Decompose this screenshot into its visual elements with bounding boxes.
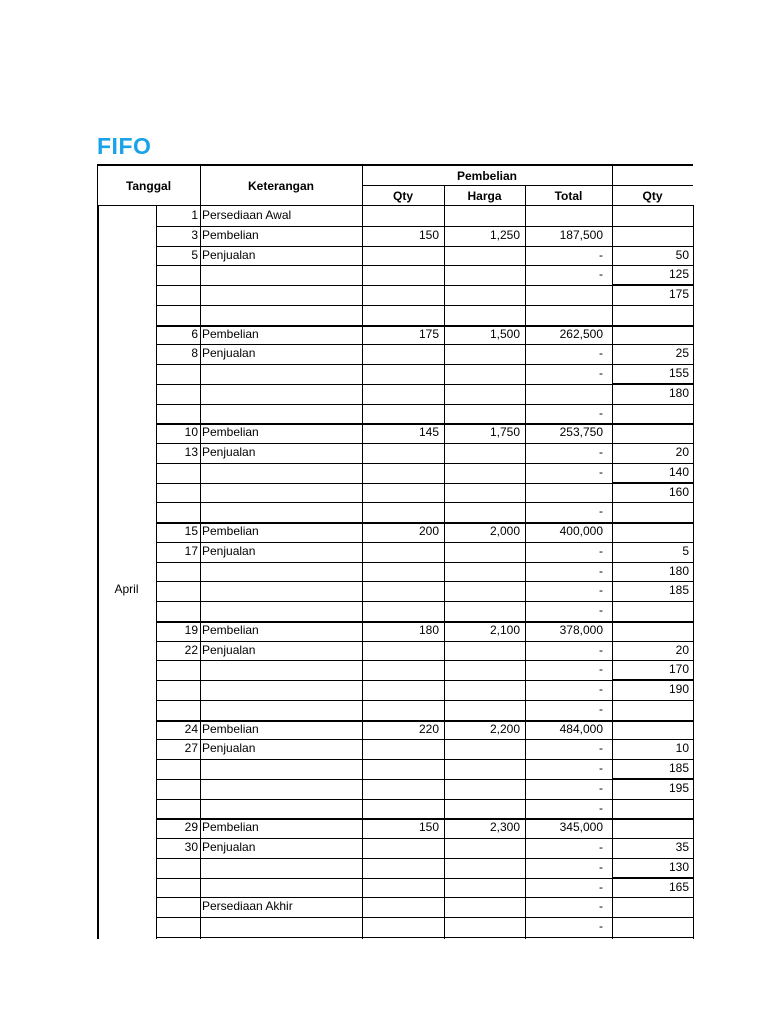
qty-2-cell — [612, 404, 689, 423]
header-qty: Qty — [392, 188, 413, 203]
day-cell: 5 — [191, 248, 198, 262]
qty-2-cell: 155 — [668, 366, 689, 380]
qty-2-cell — [612, 325, 689, 344]
qty-cell — [362, 404, 439, 423]
qty-2-cell — [612, 917, 689, 936]
harga-cell — [444, 562, 520, 581]
keterangan-cell: Pembelian — [202, 820, 259, 834]
total-cell: - — [599, 919, 603, 933]
harga-cell — [444, 483, 520, 502]
qty-cell — [362, 897, 439, 916]
day-cell — [156, 265, 198, 284]
day-cell — [156, 502, 198, 521]
qty-2-cell: 180 — [668, 386, 689, 400]
keterangan-cell: Pembelian — [202, 623, 259, 637]
qty-cell — [362, 502, 439, 521]
qty-2-cell: 5 — [682, 544, 689, 558]
total-cell — [525, 305, 603, 324]
total-cell: - — [599, 860, 603, 874]
qty-cell — [362, 285, 439, 304]
harga-cell — [444, 878, 520, 897]
qty-2-cell — [612, 305, 689, 324]
keterangan-cell — [202, 759, 360, 778]
header-col-line — [444, 185, 445, 205]
qty-cell — [362, 878, 439, 897]
day-cell: 1 — [191, 208, 198, 222]
qty-cell — [362, 581, 439, 600]
qty-cell: 150 — [418, 820, 439, 834]
qty-cell: 175 — [418, 327, 439, 341]
keterangan-cell — [202, 562, 360, 581]
keterangan-cell: Penjualan — [202, 741, 256, 755]
header-total: Total — [554, 188, 583, 203]
qty-cell — [362, 562, 439, 581]
harga-cell: 1,500 — [489, 327, 520, 341]
qty-cell — [362, 463, 439, 482]
total-cell: - — [599, 603, 603, 617]
day-cell — [156, 601, 198, 620]
qty-2-cell — [612, 818, 689, 837]
qty-2-cell: 20 — [675, 445, 689, 459]
qty-cell — [362, 680, 439, 699]
total-cell: - — [599, 564, 603, 578]
day-cell — [156, 562, 198, 581]
harga-cell — [444, 917, 520, 936]
harga-cell — [444, 581, 520, 600]
day-cell — [156, 680, 198, 699]
harga-cell — [444, 700, 520, 719]
col-line-left — [97, 205, 99, 939]
day-cell: 24 — [184, 722, 198, 736]
qty-cell — [362, 917, 439, 936]
day-cell — [156, 463, 198, 482]
keterangan-cell — [202, 404, 360, 423]
keterangan-cell: Penjualan — [202, 346, 256, 360]
qty-cell — [362, 305, 439, 324]
total-cell: 484,000 — [559, 722, 603, 736]
day-cell — [156, 897, 198, 916]
total-cell — [525, 285, 603, 304]
keterangan-cell — [202, 265, 360, 284]
day-cell — [156, 858, 198, 877]
qty-2-cell — [612, 522, 689, 541]
total-cell: - — [599, 761, 603, 775]
harga-cell — [444, 660, 520, 679]
total-cell: - — [599, 504, 603, 518]
keterangan-cell — [202, 858, 360, 877]
day-cell: 13 — [184, 445, 198, 459]
keterangan-cell: Penjualan — [202, 445, 256, 459]
day-cell: 29 — [184, 820, 198, 834]
qty-cell — [362, 246, 439, 265]
total-cell: 262,500 — [559, 327, 603, 341]
day-cell: 17 — [184, 544, 198, 558]
qty-cell — [362, 779, 439, 798]
harga-cell — [444, 759, 520, 778]
total-cell: 378,000 — [559, 623, 603, 637]
total-cell: 345,000 — [559, 820, 603, 834]
harga-cell: 2,100 — [489, 623, 520, 637]
header-col-line — [97, 164, 98, 205]
day-cell: 27 — [184, 741, 198, 755]
total-cell: - — [599, 840, 603, 854]
qty-2-cell: 160 — [668, 485, 689, 499]
keterangan-cell: Pembelian — [202, 524, 259, 538]
qty-cell — [362, 265, 439, 284]
keterangan-cell — [202, 660, 360, 679]
qty-2-cell — [612, 206, 689, 225]
day-cell — [156, 483, 198, 502]
total-cell — [525, 384, 603, 403]
total-cell: - — [599, 801, 603, 815]
day-cell — [156, 404, 198, 423]
qty-2-cell: 130 — [668, 860, 689, 874]
keterangan-cell: Persediaan Awal — [202, 208, 292, 222]
total-cell: - — [599, 781, 603, 795]
total-cell — [525, 206, 603, 225]
qty-2-cell: 125 — [668, 267, 689, 281]
harga-cell — [444, 305, 520, 324]
total-cell: - — [599, 682, 603, 696]
header-top-border — [97, 164, 693, 166]
keterangan-cell: Penjualan — [202, 840, 256, 854]
qty-2-cell — [612, 799, 689, 818]
qty-2-cell: 50 — [675, 248, 689, 262]
qty-cell: 180 — [418, 623, 439, 637]
day-cell: 30 — [184, 840, 198, 854]
month-label: April — [114, 582, 139, 596]
total-cell: - — [599, 248, 603, 262]
harga-cell — [444, 443, 520, 462]
harga-cell — [444, 680, 520, 699]
qty-cell: 150 — [418, 228, 439, 242]
qty-2-cell — [612, 700, 689, 719]
day-cell: 10 — [184, 425, 198, 439]
day-cell — [156, 759, 198, 778]
qty-2-cell — [612, 720, 689, 739]
header-tanggal: Tanggal — [125, 178, 172, 193]
total-cell: - — [599, 366, 603, 380]
qty-cell — [362, 838, 439, 857]
header-qty-2: Qty — [642, 188, 663, 203]
qty-cell — [362, 601, 439, 620]
harga-cell — [444, 246, 520, 265]
harga-cell — [444, 799, 520, 818]
qty-cell — [362, 344, 439, 363]
page-title: FIFO — [97, 133, 152, 159]
harga-cell: 2,200 — [489, 722, 520, 736]
qty-cell — [362, 759, 439, 778]
qty-2-cell — [612, 601, 689, 620]
keterangan-cell — [202, 878, 360, 897]
total-cell: 253,750 — [559, 425, 603, 439]
keterangan-cell — [202, 364, 360, 383]
day-cell: 3 — [191, 228, 198, 242]
harga-cell — [444, 858, 520, 877]
total-cell: - — [599, 662, 603, 676]
qty-cell: 145 — [418, 425, 439, 439]
col-line — [693, 205, 694, 939]
qty-2-cell — [612, 897, 689, 916]
keterangan-cell — [202, 502, 360, 521]
qty-2-cell: 35 — [675, 840, 689, 854]
harga-cell — [444, 344, 520, 363]
qty-cell — [362, 364, 439, 383]
day-cell — [156, 917, 198, 936]
harga-cell — [444, 838, 520, 857]
day-cell: 22 — [184, 643, 198, 657]
qty-2-cell: 140 — [668, 465, 689, 479]
harga-cell — [444, 641, 520, 660]
harga-cell — [444, 601, 520, 620]
total-cell: - — [599, 445, 603, 459]
header-keterangan: Keterangan — [247, 178, 315, 193]
day-cell — [156, 581, 198, 600]
day-cell — [156, 779, 198, 798]
keterangan-cell — [202, 799, 360, 818]
qty-cell — [362, 206, 439, 225]
qty-cell: 220 — [418, 722, 439, 736]
qty-2-cell: 25 — [675, 346, 689, 360]
total-cell: - — [599, 583, 603, 597]
qty-cell — [362, 739, 439, 758]
harga-cell: 2,300 — [489, 820, 520, 834]
day-cell — [156, 799, 198, 818]
total-cell: - — [599, 643, 603, 657]
header-pembelian: Pembelian — [456, 169, 518, 183]
qty-2-cell — [612, 226, 689, 245]
harga-cell: 1,750 — [489, 425, 520, 439]
harga-cell — [444, 364, 520, 383]
row-line — [156, 937, 693, 938]
qty-2-cell: 170 — [668, 662, 689, 676]
keterangan-cell — [202, 305, 360, 324]
qty-2-cell — [612, 423, 689, 442]
keterangan-cell — [202, 700, 360, 719]
day-cell — [156, 364, 198, 383]
day-cell — [156, 384, 198, 403]
qty-cell — [362, 443, 439, 462]
header-col-line — [200, 165, 201, 205]
keterangan-cell: Penjualan — [202, 248, 256, 262]
total-cell: - — [599, 267, 603, 281]
day-cell — [156, 285, 198, 304]
harga-cell — [444, 384, 520, 403]
harga-cell — [444, 285, 520, 304]
keterangan-cell — [202, 463, 360, 482]
total-cell: - — [599, 544, 603, 558]
qty-2-cell — [612, 621, 689, 640]
qty-2-cell: 185 — [668, 583, 689, 597]
total-cell: 187,500 — [559, 228, 603, 242]
keterangan-cell: Pembelian — [202, 228, 259, 242]
qty-cell — [362, 641, 439, 660]
harga-cell — [444, 779, 520, 798]
qty-cell — [362, 700, 439, 719]
qty-2-cell: 180 — [668, 564, 689, 578]
harga-cell — [444, 502, 520, 521]
qty-cell — [362, 660, 439, 679]
total-cell — [525, 483, 603, 502]
day-cell: 15 — [184, 524, 198, 538]
day-cell — [156, 878, 198, 897]
keterangan-cell: Penjualan — [202, 544, 256, 558]
keterangan-cell — [202, 384, 360, 403]
qty-cell — [362, 542, 439, 561]
harga-cell — [444, 542, 520, 561]
qty-cell — [362, 799, 439, 818]
harga-cell — [444, 739, 520, 758]
keterangan-cell: Penjualan — [202, 643, 256, 657]
harga-cell — [444, 206, 520, 225]
total-cell: - — [599, 406, 603, 420]
header-col-line — [525, 185, 526, 205]
keterangan-cell: Pembelian — [202, 327, 259, 341]
total-cell: - — [599, 465, 603, 479]
total-cell: - — [599, 741, 603, 755]
harga-cell — [444, 897, 520, 916]
keterangan-cell — [202, 483, 360, 502]
qty-2-cell — [612, 502, 689, 521]
qty-cell: 200 — [418, 524, 439, 538]
keterangan-cell: Persediaan Akhir — [202, 899, 293, 913]
qty-2-cell: 185 — [668, 761, 689, 775]
total-cell: 400,000 — [559, 524, 603, 538]
day-cell: 6 — [191, 327, 198, 341]
col-line — [200, 205, 201, 939]
qty-cell — [362, 384, 439, 403]
keterangan-cell — [202, 601, 360, 620]
keterangan-cell — [202, 285, 360, 304]
header-mid-border — [362, 185, 693, 186]
day-cell — [156, 700, 198, 719]
total-cell: - — [599, 346, 603, 360]
keterangan-cell — [202, 917, 360, 936]
harga-cell — [444, 404, 520, 423]
qty-2-cell: 10 — [675, 741, 689, 755]
keterangan-cell — [202, 680, 360, 699]
qty-2-cell: 190 — [668, 682, 689, 696]
day-cell — [156, 305, 198, 324]
harga-cell: 1,250 — [489, 228, 520, 242]
keterangan-cell: Pembelian — [202, 425, 259, 439]
keterangan-cell — [202, 779, 360, 798]
harga-cell: 2,000 — [489, 524, 520, 538]
keterangan-cell — [202, 581, 360, 600]
harga-cell — [444, 463, 520, 482]
day-cell: 8 — [191, 346, 198, 360]
day-cell — [156, 660, 198, 679]
header-col-line — [362, 165, 363, 205]
keterangan-cell: Pembelian — [202, 722, 259, 736]
day-cell: 19 — [184, 623, 198, 637]
qty-2-cell: 165 — [668, 880, 689, 894]
header-col-line — [612, 165, 613, 205]
total-cell: - — [599, 702, 603, 716]
total-cell: - — [599, 899, 603, 913]
qty-cell — [362, 858, 439, 877]
qty-2-cell: 195 — [668, 781, 689, 795]
header-harga: Harga — [467, 188, 502, 203]
qty-cell — [362, 483, 439, 502]
total-cell: - — [599, 880, 603, 894]
qty-2-cell: 20 — [675, 643, 689, 657]
qty-2-cell: 175 — [668, 287, 689, 301]
harga-cell — [444, 265, 520, 284]
